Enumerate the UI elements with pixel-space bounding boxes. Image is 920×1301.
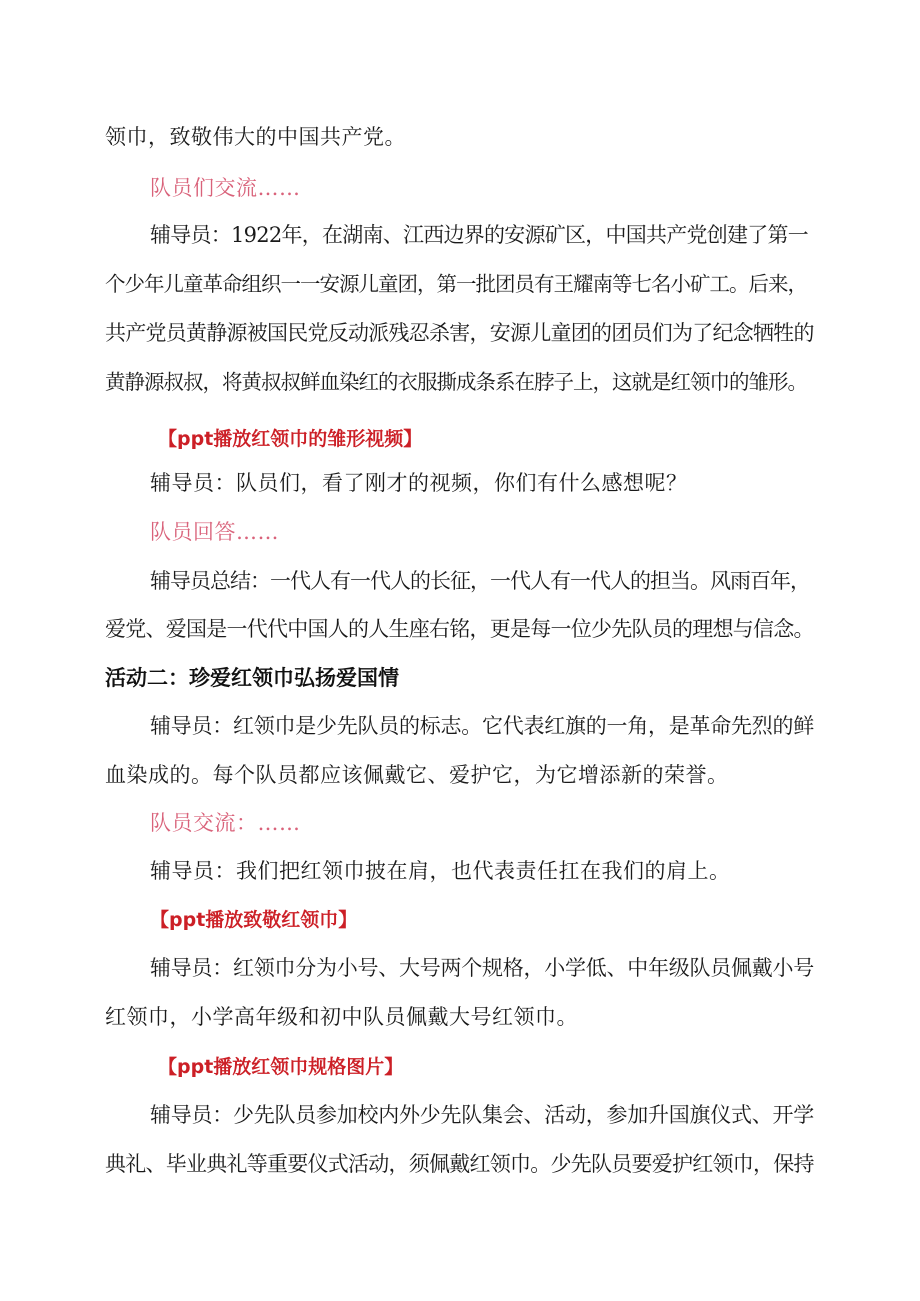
paragraph-line: 共产党员黄静源被国民党反动派残忍杀害，安源儿童团的团员们为了纪念牺牲的 [105,321,814,345]
paragraph-line: 黄静源叔叔，将黄叔叔鲜血染红的衣服撕成条系在脖子上，这就是红领巾的雏形。 [105,370,807,394]
paragraph-line: 红领巾，小学高年级和初中队员佩戴大号红领巾。 [105,1005,578,1029]
dialogue-exchange: 队员交流：…… [150,811,301,835]
ppt-cue: 【ppt播放红领巾的雏形视频】 [158,428,423,450]
dialogue-exchange: 队员们交流…… [150,176,301,200]
paragraph-line: 辅导员：我们把红领巾披在肩，也代表责任扛在我们的肩上。 [150,859,731,883]
paragraph-line: 辅导员：红领巾分为小号、大号两个规格，小学低、中年级队员佩戴小号 [150,956,814,980]
ppt-cue: 【ppt播放致敬红领巾】 [150,909,358,931]
paragraph-line: 爱党、爱国是一代代中国人的人生座右铭，更是每一位少先队员的理想与信念。 [105,617,814,641]
paragraph-line: 辅导员：1922年，在湖南、江西边界的安源矿区，中国共产党创建了第一 [150,223,808,247]
paragraph-line: 辅导员：少先队员参加校内外少先队集会、活动，参加升国旗仪式、开学 [150,1103,814,1127]
paragraph-line: 辅导员总结：一代人有一代人的长征，一代人有一代人的担当。风雨百年， [150,569,810,593]
paragraph-line: 辅导员：红领巾是少先队员的标志。它代表红旗的一角，是革命先烈的鲜 [150,714,814,738]
paragraph-line: 辅导员：队员们，看了刚才的视频，你们有什么感想呢？ [150,471,688,495]
section-heading: 活动二：珍爱红领巾弘扬爱国情 [105,666,399,690]
ppt-cue: 【ppt播放红领巾规格图片】 [158,1056,404,1078]
paragraph-line: 个少年儿童革命组织一一安源儿童团，第一批团员有王耀南等七名小矿工。后来， [105,272,807,296]
paragraph-line: 血染成的。每个队员都应该佩戴它、爱护它，为它增添新的荣誉。 [105,763,729,787]
dialogue-answer: 队员回答…… [150,520,279,544]
paragraph-line: 典礼、毕业典礼等重要仪式活动，须佩戴红领巾。少先队员要爱护红领巾，保持 [105,1152,814,1176]
paragraph-line: 领巾，致敬伟大的中国共产党。 [105,125,406,149]
